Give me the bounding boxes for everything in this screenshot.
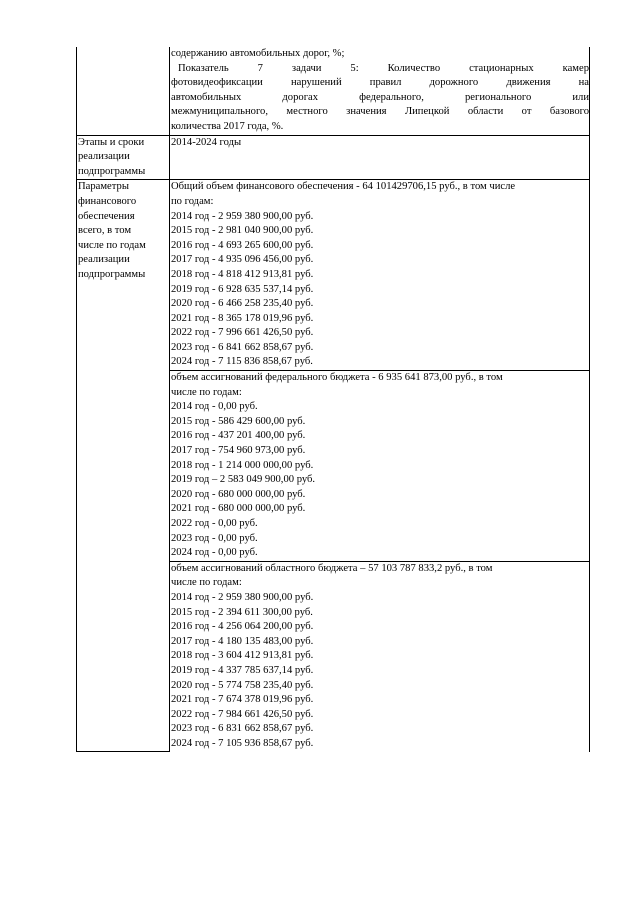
params-label-line: числе по годам [78, 239, 146, 251]
federal-year-line: 2014 год - 0,00 руб. [171, 401, 258, 413]
indicator-text-line: количества 2017 года, %. [171, 120, 284, 132]
total-year-line: 2018 год - 4 818 412 913,81 руб. [171, 268, 314, 280]
federal-funding-intro: числе по годам: [171, 386, 242, 398]
federal-year-line: 2021 год - 680 000 000,00 руб. [171, 503, 306, 515]
total-year-line: 2024 год - 7 115 836 858,67 руб. [171, 356, 313, 368]
table-row [77, 47, 590, 135]
total-year-line: 2021 год - 8 365 178 019,96 руб. [171, 312, 314, 324]
regional-year-line: 2018 год - 3 604 412 913,81 руб. [171, 650, 314, 662]
stages-label-line: подпрограммы [78, 165, 146, 177]
regional-funding-intro: объем ассигнований областного бюджета – 57 103 787 833,2 руб., в том [171, 562, 493, 574]
params-label-line: обеспечения [78, 210, 135, 222]
params-label-line: всего, в том [78, 225, 132, 237]
federal-year-line: 2023 год - 0,00 руб. [171, 532, 258, 544]
stages-value-cell [170, 135, 590, 180]
stages-label-line: реализации [78, 151, 130, 163]
total-funding-intro: по годам: [171, 195, 214, 207]
subprogram-passport-table [76, 47, 590, 752]
indicator-text-line: автомобильных дорогах федерального, регионального или [171, 91, 589, 103]
federal-year-line: 2017 год - 754 960 973,00 руб. [171, 445, 306, 457]
total-year-line: 2023 год - 6 841 662 858,67 руб. [171, 341, 314, 353]
federal-year-line: 2024 год - 0,00 руб. [171, 547, 258, 559]
total-year-line: 2019 год - 6 928 635 537,14 руб. [171, 283, 314, 295]
params-label-line: реализации [78, 254, 130, 266]
federal-year-line: 2016 год - 437 201 400,00 руб. [171, 430, 306, 442]
total-funding-cell [170, 180, 590, 371]
regional-funding-intro: числе по годам: [171, 577, 242, 589]
indicator-text-line: фотовидеофиксации нарушений правил дорожного движения на [171, 77, 589, 89]
regional-year-line: 2019 год - 4 337 785 637,14 руб. [171, 664, 314, 676]
regional-year-line: 2015 год - 2 394 611 300,00 руб. [171, 606, 313, 618]
total-year-line: 2017 год - 4 935 096 456,00 руб. [171, 254, 314, 266]
regional-year-line: 2017 год - 4 180 135 483,00 руб. [171, 635, 314, 647]
regional-year-line: 2022 год - 7 984 661 426,50 руб. [171, 708, 314, 720]
params-label-line: финансового [78, 195, 137, 207]
total-year-line: 2015 год - 2 981 040 900,00 руб. [171, 225, 314, 237]
regional-year-line: 2024 год - 7 105 936 858,67 руб. [171, 737, 314, 749]
table-row [77, 180, 590, 371]
total-year-line: 2014 год - 2 959 380 900,00 руб. [171, 210, 314, 222]
indicator-text-line: Показатель 7 задачи 5: Количество стационарных камер [178, 62, 589, 74]
regional-funding-cell [170, 561, 590, 751]
label-cell-empty [77, 47, 170, 135]
federal-year-line: 2020 год - 680 000 000,00 руб. [171, 488, 306, 500]
indicator-text-line: содержанию автомобильных дорог, %; [171, 48, 345, 59]
federal-year-line: 2019 год – 2 583 049 900,00 руб. [171, 474, 316, 486]
federal-year-line: 2022 год - 0,00 руб. [171, 518, 258, 529]
stages-value: 2014-2024 годы [171, 136, 242, 148]
table-row [77, 135, 590, 180]
total-year-line: 2016 год - 4 693 265 600,00 руб. [171, 239, 314, 251]
regional-year-line: 2020 год - 5 774 758 235,40 руб. [171, 679, 314, 691]
federal-year-line: 2018 год - 1 214 000 000,00 руб. [171, 459, 314, 471]
indicators-cell [170, 47, 590, 135]
params-label-line: Параметры [78, 181, 129, 193]
total-funding-intro: Общий объем финансового обеспечения - 64 101429706,15 руб., в том числе [171, 181, 516, 193]
stages-label-line: Этапы и сроки [78, 136, 145, 148]
total-year-line: 2020 год - 6 466 258 235,40 руб. [171, 298, 314, 310]
regional-year-line: 2014 год - 2 959 380 900,00 руб. [171, 591, 314, 603]
stages-label-cell [77, 135, 170, 180]
federal-funding-cell [170, 371, 590, 562]
params-label-cell [77, 180, 170, 752]
federal-funding-intro: объем ассигнований федерального бюджета - 6 935 641 873,00 руб., в том [171, 372, 503, 384]
total-year-line: 2022 год - 7 996 661 426,50 руб. [171, 327, 314, 339]
regional-year-line: 2021 год - 7 674 378 019,96 руб. [171, 694, 314, 706]
params-label-line: подпрограммы [78, 268, 146, 280]
indicator-text-line: межмуниципального, местного значения Липецкой области от базового [171, 106, 589, 118]
federal-year-line: 2015 год - 586 429 600,00 руб. [171, 415, 306, 427]
regional-year-line: 2016 год - 4 256 064 200,00 руб. [171, 621, 314, 633]
regional-year-line: 2023 год - 6 831 662 858,67 руб. [171, 723, 314, 735]
